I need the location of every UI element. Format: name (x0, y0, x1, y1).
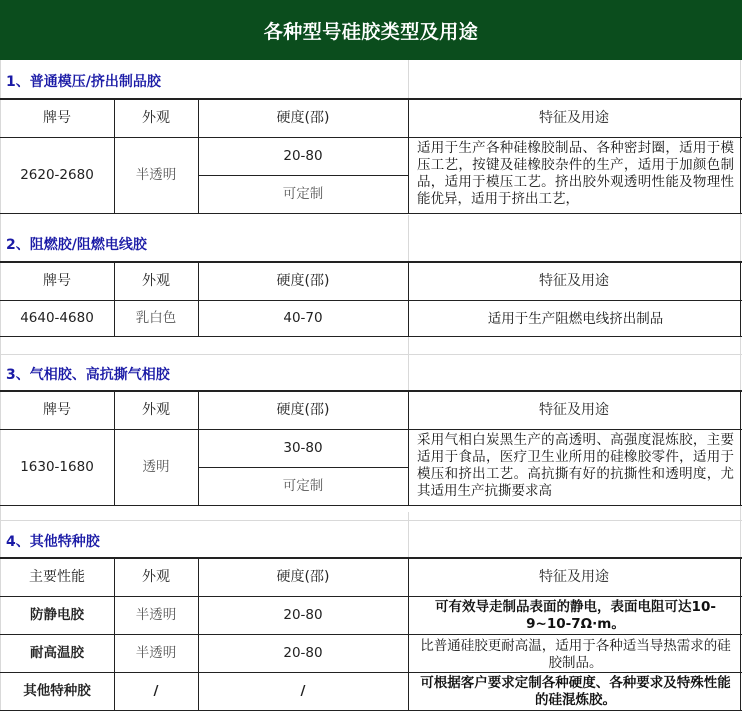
table-cell-look: 半透明 (135, 607, 177, 624)
section-title-3: 3、气相胶、高抗撕气相胶 (6, 367, 170, 383)
col-header-brand: 牌号 (43, 273, 71, 290)
table-cell-usage: 比普通硅胶更耐高温，适用于各种适当导热需求的硅胶制品。 (420, 637, 731, 671)
section-title-4: 4、其他特种胶 (6, 534, 100, 550)
grid-line (0, 354, 742, 355)
col-header-look: 外观 (142, 110, 170, 127)
table-cell-hardness: 20-80 (283, 645, 323, 662)
section-title-2: 2、阻燃胶/阻燃电线胶 (6, 237, 147, 253)
table-cell-custom: 可定制 (282, 478, 324, 495)
col-header-hardness: 硬度(邵) (276, 110, 330, 127)
table-cell-brand: 防静电胶 (30, 607, 84, 624)
col-header-usage: 特征及用途 (539, 402, 609, 419)
table-cell-hardness: 30-80 (283, 440, 323, 457)
grid-line (0, 505, 742, 506)
table-cell-brand: 其他特种胶 (23, 683, 91, 700)
table-cell-usage: 采用气相白炭黑生产的高透明、高强度混炼胶，主要适用于食品，医疗卫生业所用的硅橡胶零件，适用于模压和挤出工艺。高抗撕有好的抗撕性和透明度，尤其适用生产抗撕要求高 (417, 432, 734, 499)
col-header-usage: 特征及用途 (539, 110, 609, 127)
table-cell-brand: 4640-4680 (20, 310, 94, 327)
table-cell-look: 透明 (142, 459, 170, 476)
grid-line (408, 336, 409, 390)
page-title: 各种型号硅胶类型及用途 (0, 0, 742, 60)
col-header-look: 外观 (142, 273, 170, 290)
table-cell-hardness: 20-80 (283, 607, 323, 624)
grid-line (0, 213, 742, 214)
section-title-1: 1、普通模压/挤出制品胶 (6, 74, 161, 90)
col-header-brand: 牌号 (43, 402, 71, 419)
table-cell-hardness: 40-70 (283, 310, 323, 327)
table-cell-usage: 可有效导走制品表面的静电，表面电阻可达10-9~10-7Ω·m。 (435, 599, 716, 632)
table-cell-usage: 可根据客户要求定制各种硬度、各种要求及特殊性能的硅混炼胶。 (420, 675, 731, 708)
grid-line (0, 336, 742, 337)
grid-line (740, 559, 741, 711)
grid-line (740, 392, 741, 505)
table-cell-look: 乳白色 (135, 310, 177, 327)
col-header-hardness: 硬度(邵) (276, 273, 330, 290)
grid-line (408, 512, 409, 557)
col-header-hardness: 硬度(邵) (276, 402, 330, 419)
table-cell-hardness: / (300, 683, 306, 700)
table-cell-look: 半透明 (135, 645, 177, 662)
col-header-usage: 特征及用途 (539, 569, 609, 586)
table-cell-brand: 耐高温胶 (30, 645, 84, 662)
grid-line (408, 215, 409, 261)
table-cell-brand: 1630-1680 (20, 459, 94, 476)
table-cell-brand: 2620-2680 (20, 167, 94, 184)
col-header-hardness: 硬度(邵) (276, 569, 330, 586)
grid-line (740, 263, 741, 336)
grid-line (740, 100, 741, 213)
grid-line (408, 60, 409, 98)
col-header-look: 外观 (142, 402, 170, 419)
grid-line (0, 520, 742, 521)
table-cell-look: / (153, 683, 159, 700)
col-header-main-prop: 主要性能 (29, 569, 85, 586)
col-header-usage: 特征及用途 (539, 273, 609, 290)
col-header-look: 外观 (142, 569, 170, 586)
table-cell-usage: 适用于生产各种硅橡胶制品、各种密封圈，适用于模压工艺，按键及硅橡胶杂件的生产，适用于加颜色制品，适用于模压工艺。挤出胶外观透明性能及物理性能优异，适用于挤出工艺， (417, 140, 734, 207)
table-cell-usage: 适用于生产阻燃电线挤出制品 (487, 311, 664, 327)
table-cell-custom: 可定制 (282, 186, 324, 203)
table-cell-hardness: 20-80 (283, 148, 323, 165)
col-header-brand: 牌号 (43, 110, 71, 127)
table-cell-look: 半透明 (135, 167, 177, 184)
